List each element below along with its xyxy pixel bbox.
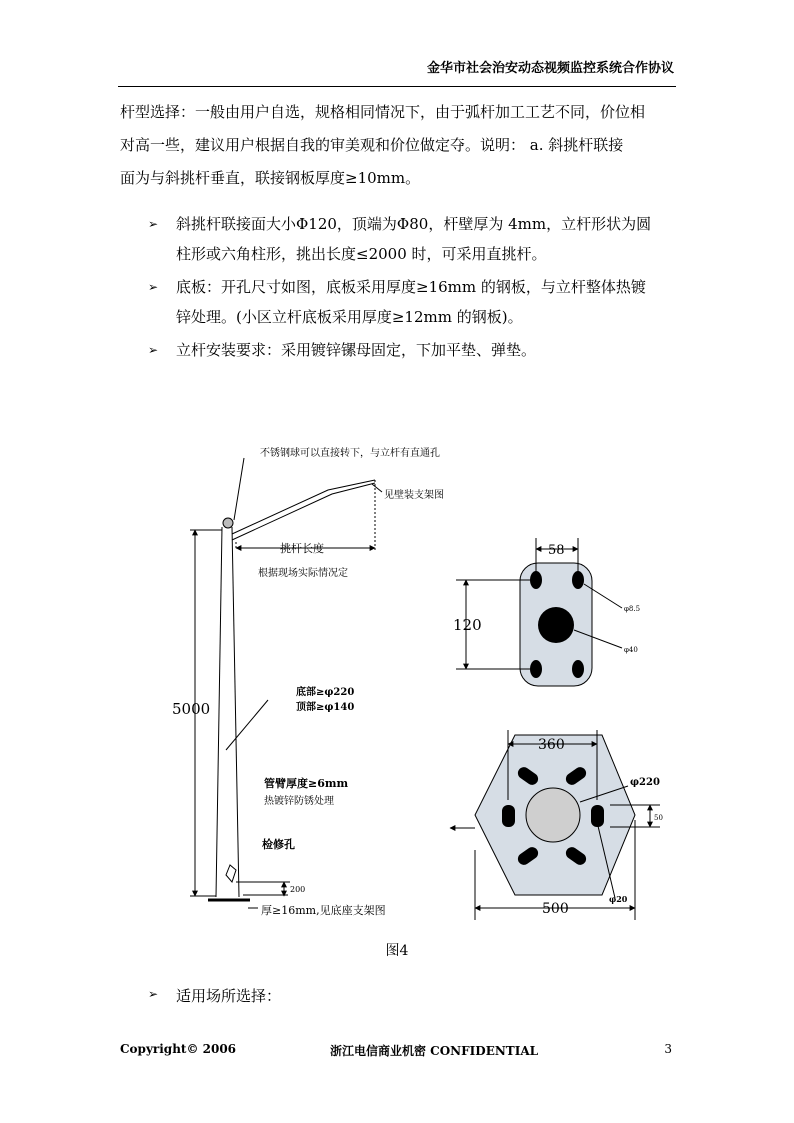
figure-caption: 图4 — [385, 943, 409, 959]
bullet-arrow-icon: ➢ — [148, 280, 159, 294]
small-mount-plate — [453, 538, 640, 686]
bullet-arrow-icon: ➢ — [148, 217, 159, 231]
base-plate-label: 厚≥16mm,见底座支架图 — [261, 904, 386, 917]
dim-360-label: 360 — [538, 737, 565, 753]
bullet-line: 锌处理。(小区立杆底板采用厚度≥12mm 的钢板)。 — [176, 308, 523, 326]
steel-ball-icon — [223, 518, 233, 528]
dim-220-label: φ220 — [630, 777, 660, 788]
bullet-item — [148, 272, 676, 332]
pole-height-label: 5000 — [172, 700, 211, 718]
dim-58-label: 58 — [548, 543, 565, 558]
top-diameter-label: 顶部≥φ140 — [296, 702, 355, 713]
page-number: 3 — [664, 1042, 672, 1056]
intro-paragraph — [120, 96, 676, 195]
document-header-title: 金华市社会治安动态视频监控系统合作协议 — [426, 61, 674, 76]
hole-big-label: φ40 — [624, 646, 638, 654]
dim-50-label: 50 — [654, 814, 663, 822]
hex-base-plate — [450, 730, 663, 920]
bullet-line: 斜挑杆联接面大小Φ120，顶端为Φ80，杆壁厚为 4mm，立杆形状为圆 — [176, 215, 652, 233]
intro-line-2: 对高一些，建议用户根据自我的审美观和价位做定夺。说明： a. 斜挑杆联接 — [120, 136, 624, 154]
pole-drawing-figure — [150, 430, 690, 930]
bullet-line: 立杆安装要求：采用镀锌镙母固定，下加平垫、弹垫。 — [176, 341, 537, 359]
dim-20-label: φ20 — [609, 894, 628, 904]
bullet-item — [148, 335, 676, 365]
bullet-item — [148, 985, 281, 1006]
technical-drawing — [150, 430, 690, 930]
bullet-item — [148, 209, 676, 269]
intro-line-3: 面为与斜挑杆垂直，联接钢板厚度≥10mm。 — [120, 169, 421, 187]
arm-length-note: 根据现场实际情况定 — [258, 568, 348, 579]
intro-line-1: 杆型选择：一般由用户自选，规格相同情况下，由于弧杆加工工艺不同，价位相 — [120, 103, 646, 121]
bullet-arrow-icon: ➢ — [148, 343, 159, 357]
bracket-note: 见壁装支架图 — [384, 490, 444, 501]
wall-thickness-label: 管臂厚度≥6mm — [264, 777, 349, 790]
hatch-label: 检修孔 — [262, 838, 295, 851]
dim-120-label: 120 — [453, 616, 482, 634]
bullet-line: 柱形或六角柱形，挑出长度≤2000 时，可采用直挑杆。 — [176, 245, 547, 263]
footer-copyright: Copyright© 2006 — [120, 1042, 237, 1056]
bullet-line: 底板：开孔尺寸如图，底板采用厚度≥16mm 的钢板，与立杆整体热镀 — [176, 278, 646, 296]
header-divider — [118, 86, 676, 87]
galvanize-label: 热镀锌防锈处理 — [264, 796, 334, 807]
dim-200-label: 200 — [290, 885, 306, 894]
bullet-line: 适用场所选择： — [176, 987, 282, 1005]
hole-small-label: φ8.5 — [624, 605, 641, 613]
ball-note: 不锈钢球可以直接转下，与立杆有直通孔 — [260, 448, 440, 459]
bullet-arrow-icon: ➢ — [148, 987, 159, 1001]
base-diameter-label: 底部≥φ220 — [296, 687, 355, 698]
dim-500-label: 500 — [542, 901, 569, 917]
arm-length-label: 挑杆长度 — [280, 542, 324, 555]
spec-bullet-list — [148, 209, 676, 368]
footer-confidential: 浙江电信商业机密 CONFIDENTIAL — [330, 1044, 539, 1058]
